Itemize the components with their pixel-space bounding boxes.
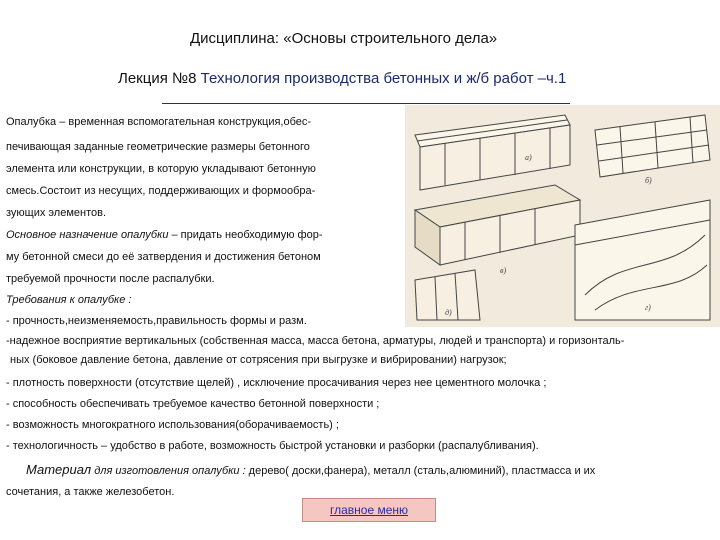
main-menu-button[interactable]: главное меню: [302, 498, 436, 522]
definition-line: элемента или конструкции, в которую укладывают бетонную: [6, 163, 316, 175]
requirement-item: - технологичность – удобство в работе, возможность быстрой установки и разборки (распалубливания).: [6, 440, 539, 452]
discipline-title: Дисциплина: «Основы строительного дела»: [190, 30, 498, 47]
requirement-item: - прочность,неизменяемость,правильность формы и разм.: [6, 315, 307, 327]
purpose-line: му бетонной смеси до её затвердения и достижения бетоном: [6, 251, 321, 263]
lecture-topic: Технология производства бетонных и ж/б работ –ч.1: [200, 70, 567, 87]
label-c: в): [500, 266, 507, 275]
definition-line: смесь.Состоит из несущих, поддерживающих и формообра-: [6, 185, 316, 197]
requirement-item: - возможность многократного использования(оборачиваемость) ;: [6, 419, 339, 431]
formwork-drawing: [405, 105, 720, 327]
material-line-2: сочетания, а также железобетон.: [6, 486, 175, 498]
requirements-heading: Требования к опалубке :: [6, 294, 132, 306]
lecture-prefix: Лекция №8: [118, 70, 197, 87]
material-italic: для изготовления опалубки :: [91, 465, 246, 477]
lecture-title: [118, 70, 566, 87]
formwork-illustration: [405, 105, 720, 327]
label-a: а): [525, 153, 532, 162]
requirement-item: -надежное восприятие вертикальных (собственная масса, масса бетона, арматуры, людей и транспорта) и горизонталь-: [6, 335, 625, 347]
purpose-line: требуемой прочности после распалубки.: [6, 273, 215, 285]
definition-line: Опалубка – временная вспомогательная конструкция,обес-: [6, 116, 312, 128]
definition-line: зующих элементов.: [6, 207, 107, 219]
requirement-item: - плотность поверхности (отсутствие щелей) , исключение просачивания через нее цементного молочка ;: [6, 377, 547, 389]
label-b: б): [645, 176, 652, 185]
material-word: Материал: [26, 462, 92, 477]
requirement-item: ных (боковое давление бетона, давление от сотрясения при выгрузке и вибрировании) нагрузок;: [10, 354, 507, 366]
label-e: д): [445, 308, 452, 317]
divider: [162, 103, 570, 104]
definition-line: печивающая заданные геометрические размеры бетонного: [6, 141, 310, 153]
label-d: г): [645, 303, 651, 312]
material-rest: дерево( доски,фанера), металл (сталь,алюминий), пластмасса и их: [245, 465, 596, 477]
material-line: [26, 462, 595, 477]
requirement-item: - способность обеспечивать требуемое качество бетонной поверхности ;: [6, 398, 380, 410]
purpose-line: Основное назначение опалубки – придать необходимую фор-: [6, 229, 323, 241]
